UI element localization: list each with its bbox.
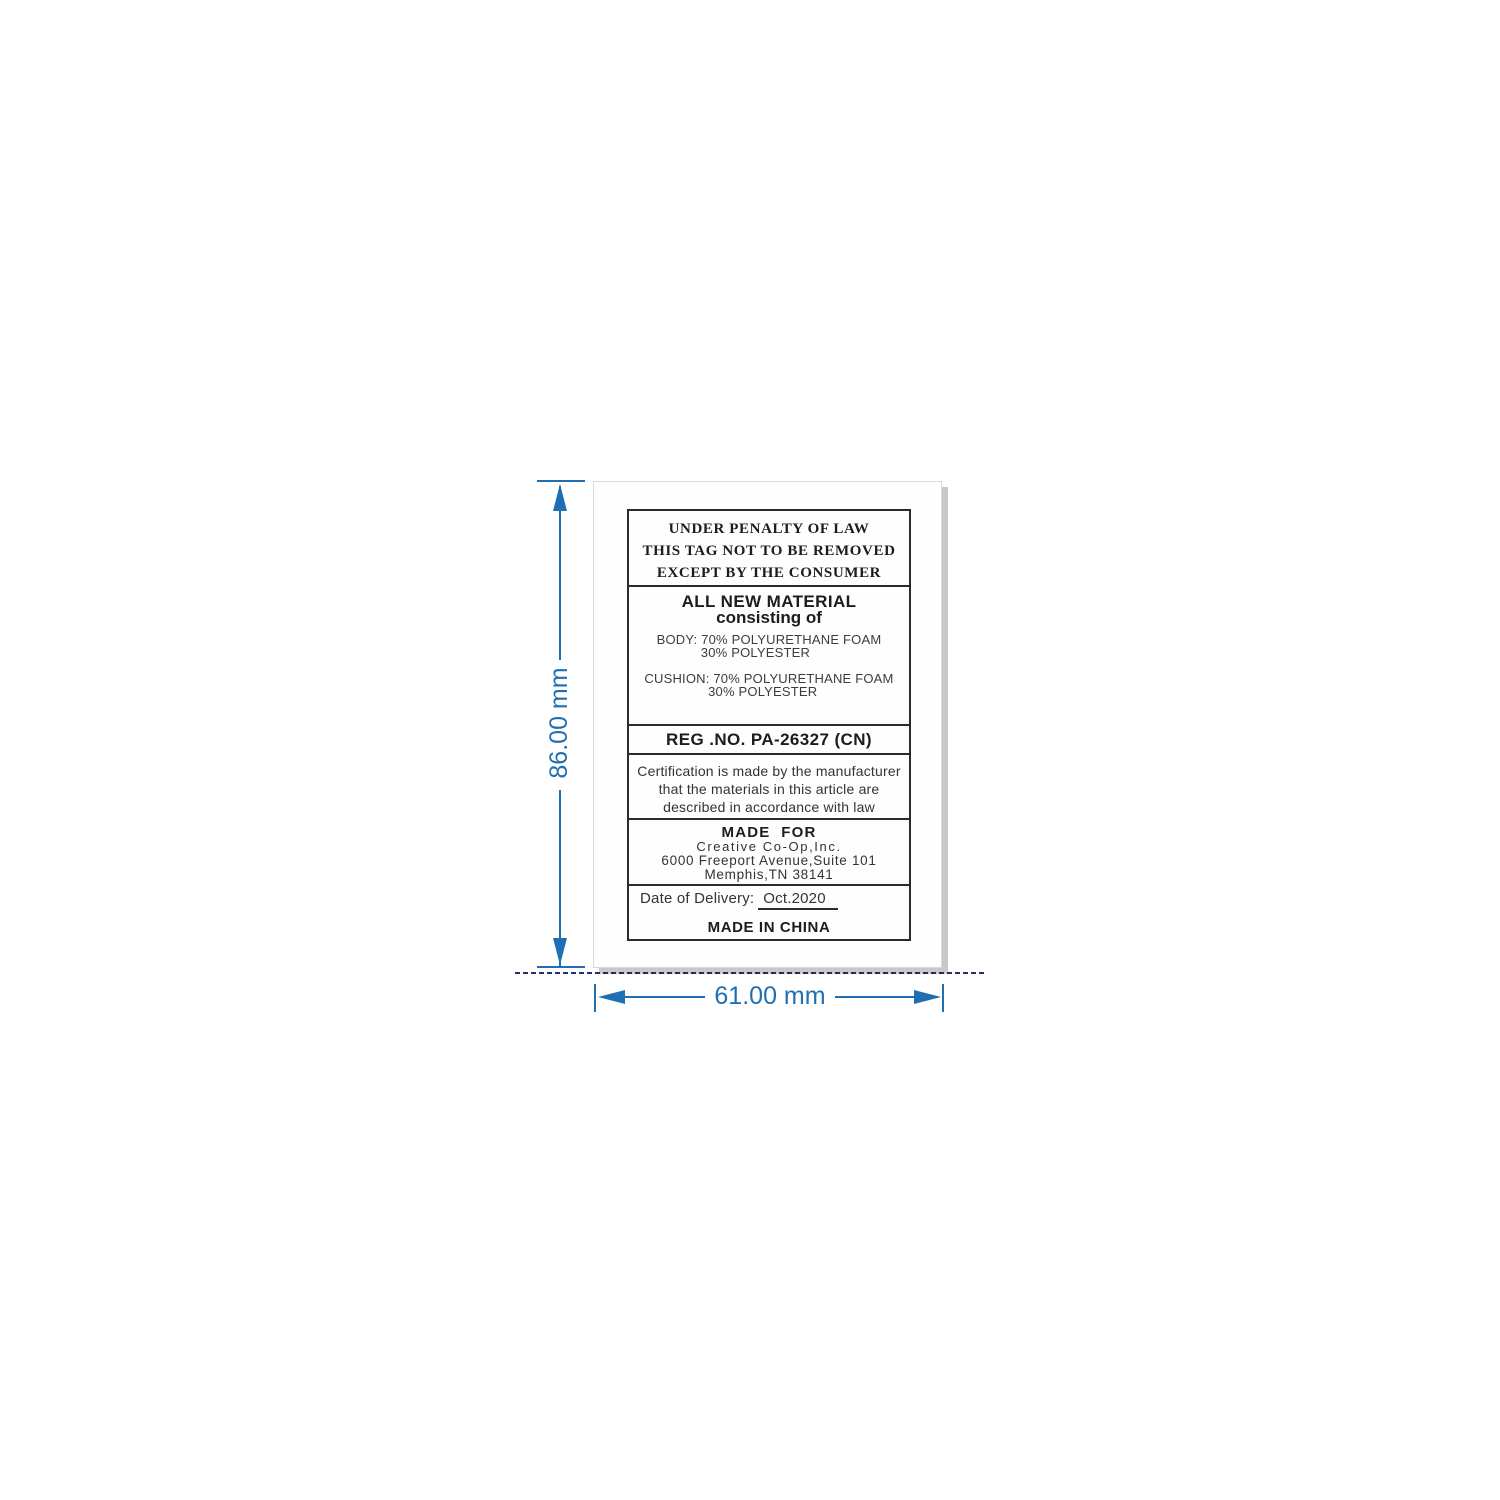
penalty-line: UNDER PENALTY OF LAW: [668, 521, 870, 537]
made-for-title: MADE FOR: [721, 824, 817, 841]
penalty-line: THIS TAG NOT TO BE REMOVED: [642, 543, 896, 559]
material-title: ALL NEW MATERIAL: [681, 592, 857, 611]
material-component-body: [657, 633, 882, 659]
certification-section: [629, 753, 909, 818]
made-for-address2: Memphis,TN 38141: [704, 867, 834, 882]
material-component-cushion: [644, 672, 893, 698]
dimension-tick-top: [537, 480, 585, 482]
registration-number-section: [629, 724, 909, 753]
arrow-up-icon: [553, 484, 567, 511]
dimension-tick-right: [942, 984, 944, 1012]
penalty-line: EXCEPT BY THE CONSUMER: [656, 565, 882, 581]
height-dimension-label: 86.00 mm: [545, 667, 573, 779]
date-of-delivery-value: Oct.2020: [758, 890, 837, 910]
certification-line: that the materials in this article are: [658, 781, 880, 797]
component-line: 30% POLYESTER: [708, 684, 818, 699]
component-line: CUSHION: 70% POLYURETHANE FOAM: [644, 671, 894, 686]
fold-dashed-line: [515, 972, 987, 974]
material-subtitle: consisting of: [716, 608, 822, 627]
made-for-section: [629, 818, 909, 884]
date-of-delivery-row: [629, 890, 909, 910]
made-in-china-text: MADE IN CHINA: [707, 919, 831, 936]
dimension-tick-left: [594, 984, 596, 1012]
made-for-company: Creative Co-Op,Inc.: [696, 839, 842, 854]
certification-line: described in accordance with law: [663, 799, 875, 815]
arrow-down-icon: [553, 938, 567, 965]
arrow-right-icon: [914, 990, 941, 1004]
width-dimension-label: 61.00 mm: [714, 982, 826, 1010]
component-line: 30% POLYESTER: [700, 645, 811, 660]
penalty-section: [629, 511, 909, 585]
label-border-box: [627, 509, 911, 941]
dimension-line-upper: [559, 486, 561, 660]
material-section: [629, 585, 909, 724]
dimension-tick-bottom: [537, 966, 585, 968]
certification-line: Certification is made by the manufacturer: [637, 763, 901, 779]
made-for-address1: 6000 Freeport Avenue,Suite 101: [661, 853, 877, 868]
arrow-left-icon: [598, 990, 625, 1004]
delivery-origin-section: [629, 884, 909, 939]
date-of-delivery-label: Date of Delivery:: [640, 890, 755, 907]
law-label-card: [593, 481, 942, 968]
registration-number: REG .NO. PA-26327 (CN): [666, 729, 872, 749]
component-line: BODY: 70% POLYURETHANE FOAM: [656, 632, 882, 647]
